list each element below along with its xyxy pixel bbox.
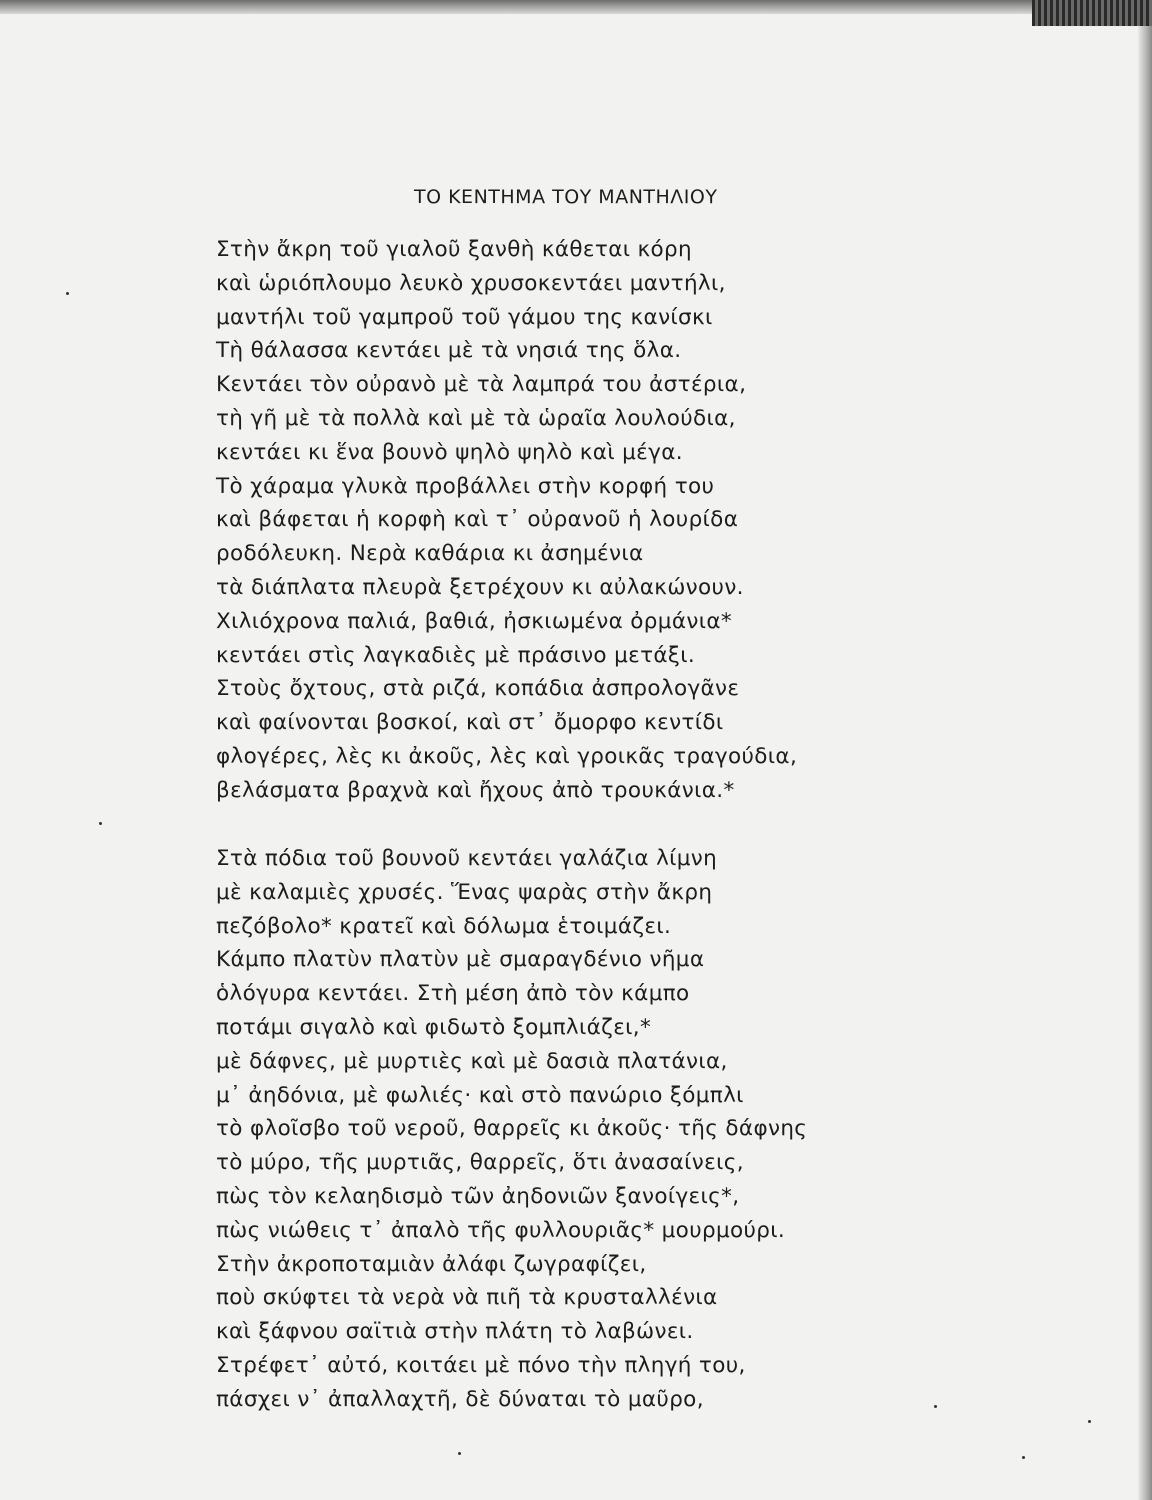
poem-line: Τὸ χάραμα γλυκὰ προβάλλει στὴν κορφή του: [216, 473, 715, 499]
poem-line: τὰ διάπλατα πλευρὰ ξετρέχουν κι αὐλακώνουν.: [216, 574, 744, 600]
poem-line: Κάμπο πλατὺν πλατὺν μὲ σμαραγδένιο νῆμα: [216, 947, 705, 973]
poem-line: βελάσματα βραχνὰ καὶ ἤχους ἀπὸ τρουκάνια.*: [216, 777, 735, 803]
poem-title: ΤΟ ΚΕΝΤΗΜΑ ΤΟΥ ΜΑΝΤΗΛΙΟΥ: [414, 186, 718, 208]
poem-line: Κεντάει τὸν οὐρανὸ μὲ τὰ λαμπρά του ἀστέρια,: [216, 372, 747, 398]
poem-line: μ᾽ ἀηδόνια, μὲ φωλιές· καὶ στὸ πανώριο ξόμπλι: [216, 1082, 744, 1108]
scan-speck: [1088, 1420, 1091, 1423]
poem-line: Στρέφετ᾽ αὐτό, κοιτάει μὲ πόνο τὴν πληγή του,: [216, 1352, 746, 1378]
poem-line: μὲ δάφνες, μὲ μυρτιὲς καὶ μὲ δασιὰ πλατάνια,: [216, 1048, 728, 1074]
poem-line: κεντάει κι ἕνα βουνὸ ψηλὸ ψηλὸ καὶ μέγα.: [216, 439, 683, 465]
poem-line: μὲ καλαμιὲς χρυσές. Ἕνας ψαρὰς στὴν ἄκρη: [216, 879, 713, 905]
poem-line: Χιλιόχρονα παλιά, βαθιά, ἠσκιωμένα ὀρμάνια*: [216, 608, 732, 634]
scan-corner-binding: [1032, 0, 1152, 26]
poem-line: Στοὺς ὄχτους, στὰ ριζά, κοπάδια ἀσπρολογᾶνε: [216, 676, 740, 702]
poem-line: πεζόβολο* κρατεῖ καὶ δόλωμα ἑτοιμάζει.: [216, 913, 672, 939]
poem-line: ποτάμι σιγαλὸ καὶ φιδωτὸ ξομπλιάζει,*: [216, 1014, 652, 1040]
poem-line: Στὴν ἄκρη τοῦ γιαλοῦ ξανθὴ κάθεται κόρη: [216, 237, 693, 262]
poem-line: Τὴ θάλασσα κεντάει μὲ τὰ νησιά της ὅλα.: [216, 338, 682, 364]
poem-line: τὴ γῆ μὲ τὰ πολλὰ καὶ μὲ τὰ ὡραῖα λουλούδια,: [216, 405, 736, 431]
poem-line: πὼς τὸν κελαηδισμὸ τῶν ἀηδονιῶν ξανοίγεις*,: [216, 1183, 740, 1209]
poem-line: Στὰ πόδια τοῦ βουνοῦ κεντάει γαλάζια λίμνη: [216, 846, 718, 871]
poem-line: καὶ βάφεται ἡ κορφὴ καὶ τ᾽ οὐρανοῦ ἡ λουρίδα: [216, 507, 739, 533]
poem-line: ποὺ σκύφτει τὰ νερὰ νὰ πιῆ τὰ κρυσταλλένια: [216, 1285, 718, 1311]
poem-line: πὼς νιώθεις τ᾽ ἀπαλὸ τῆς φυλλουριᾶς* μουρμούρι.: [216, 1217, 786, 1243]
poem-line: τὸ φλοῖσβο τοῦ νεροῦ, θαρρεῖς κι ἀκοῦς· τῆς δάφνης: [216, 1116, 808, 1142]
poem-line: καὶ ὡριόπλουμο λευκὸ χρυσοκεντάει μαντήλι,: [216, 270, 726, 296]
scan-speck: [66, 292, 69, 295]
poem-line: Στὴν ἀκροποταμιὰν ἀλάφι ζωγραφίζει,: [216, 1251, 647, 1277]
poem-line: τὸ μύρο, τῆς μυρτιᾶς, θαρρεῖς, ὅτι ἀνασαίνεις,: [216, 1150, 744, 1176]
scan-speck: [458, 1452, 461, 1455]
scan-right-edge: [1138, 0, 1152, 1500]
scan-speck: [934, 1405, 937, 1408]
scan-top-edge: [0, 0, 1152, 14]
stanza-1: [216, 233, 797, 808]
poem-line: καὶ φαίνονται βοσκοί, καὶ στ᾽ ὄμορφο κεντίδι: [216, 710, 724, 736]
poem-line: πάσχει ν᾽ ἀπαλλαχτῆ, δὲ δύναται τὸ μαῦρο,: [216, 1386, 704, 1412]
poem-line: φλογέρες, λὲς κι ἀκοῦς, λὲς καὶ γροικᾶς τραγούδια,: [216, 743, 798, 769]
poem-line: κεντάει στὶς λαγκαδιὲς μὲ πράσινο μετάξι.: [216, 642, 696, 668]
poem-line: μαντήλι τοῦ γαμπροῦ τοῦ γάμου της κανίσκι: [216, 304, 713, 330]
stanza-2: [216, 842, 807, 1417]
scan-speck: [1022, 1456, 1025, 1459]
poem-line: καὶ ξάφνου σαϊτιὰ στὴν πλάτη τὸ λαβώνει.: [216, 1319, 694, 1345]
poem-line: ὁλόγυρα κεντάει. Στὴ μέση ἀπὸ τὸν κάμπο: [216, 981, 690, 1007]
poem-line: ροδόλευκη. Νερὰ καθάρια κι ἀσημένια: [216, 541, 644, 567]
scan-speck: [99, 822, 102, 825]
